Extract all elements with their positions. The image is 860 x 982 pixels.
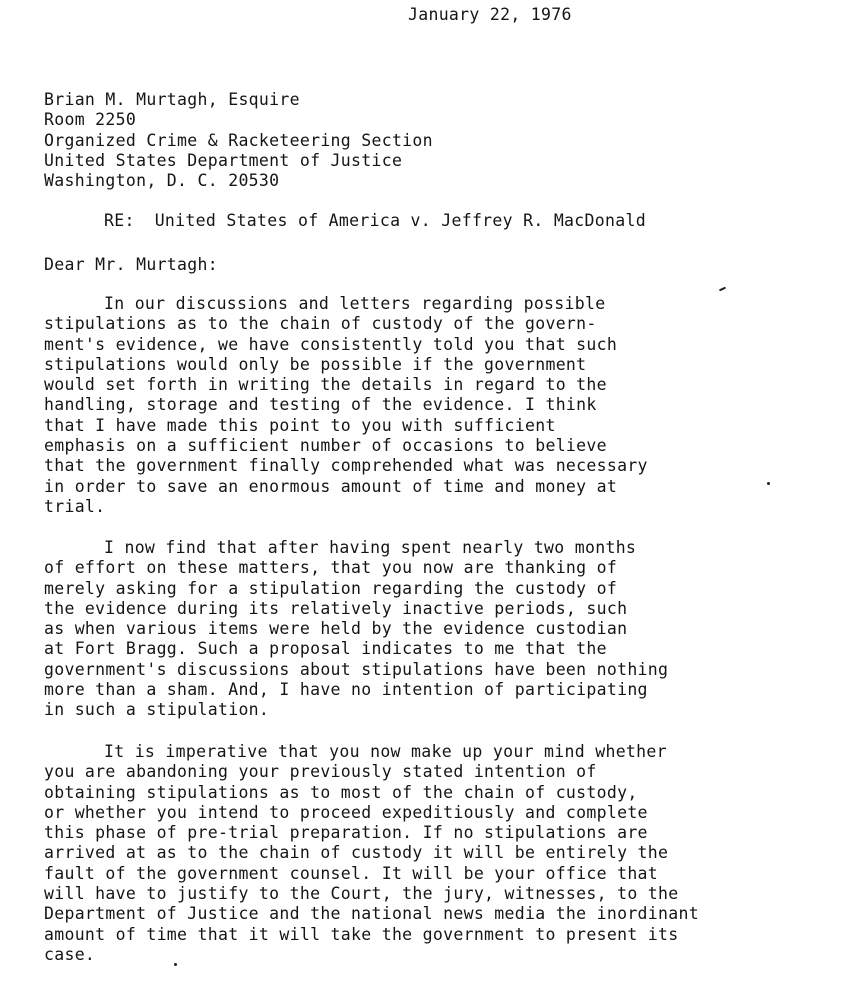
address-line: Organized Crime & Racketeering Section: [44, 130, 433, 150]
re-line: [104, 211, 646, 231]
address-line: Brian M. Murtagh, Esquire: [44, 90, 300, 109]
paragraph-line: that I have made this point to you with sufficient: [44, 415, 556, 435]
paragraph-line: you are abandoning your previously stated intention of: [44, 762, 597, 782]
paragraph-line: at Fort Bragg. Such a proposal indicates to me that the: [44, 639, 607, 659]
ink-speck: [174, 963, 177, 966]
address-line: United States Department of Justice: [44, 150, 403, 170]
body-paragraph-2: [44, 538, 668, 721]
re-label: RE:: [104, 211, 135, 230]
ink-speck: [767, 482, 770, 485]
paragraph-line: as when various items were held by the evidence custodian: [44, 619, 628, 639]
recipient-address: [44, 90, 433, 191]
ink-speck: [719, 287, 726, 292]
paragraph-line: would set forth in writing the details in regard to the: [44, 375, 607, 395]
paragraph-line: stipulations would only be possible if the government: [44, 354, 587, 374]
paragraph-line: merely asking for a stipulation regarding the custody of: [44, 578, 618, 598]
paragraph-line: or whether you intend to proceed expeditiously and complete: [44, 802, 648, 822]
paragraph-line: emphasis on a sufficient number of occasions to believe: [44, 436, 607, 456]
paragraph-line: this phase of pre-trial preparation. If no stipulations are: [44, 823, 648, 843]
paragraph-line: in such a stipulation.: [44, 700, 270, 720]
paragraph-line: I now find that after having spent nearly two months: [104, 538, 637, 557]
address-line: Room 2250: [44, 110, 137, 130]
paragraph-line: fault of the government counsel. It will be your office that: [44, 863, 659, 883]
paragraph-line: government's discussions about stipulations have been nothing: [44, 659, 669, 679]
paragraph-line: of effort on these matters, that you now are thanking of: [44, 558, 618, 578]
paragraph-line: trial.: [44, 496, 106, 516]
paragraph-line: will have to justify to the Court, the jury, witnesses, to the: [44, 884, 679, 904]
paragraph-line: handling, storage and testing of the evidence. I think: [44, 395, 597, 415]
case-title: United States of America v. Jeffrey R. MacDonald: [154, 211, 646, 230]
salutation: Dear Mr. Murtagh:: [44, 255, 218, 274]
paragraph-line: case.: [44, 944, 96, 964]
body-paragraph-1: [44, 294, 648, 517]
letter-date: January 22, 1976: [408, 5, 572, 24]
body-paragraph-3: [44, 742, 699, 965]
paragraph-line: the evidence during its relatively inactive periods, such: [44, 598, 628, 618]
paragraph-line: obtaining stipulations as to most of the chain of custody,: [44, 782, 638, 802]
paragraph-line: amount of time that it will take the government to present its: [44, 924, 679, 944]
paragraph-line: in order to save an enormous amount of time and money at: [44, 476, 618, 496]
paragraph-line: that the government finally comprehended what was necessary: [44, 456, 648, 476]
paragraph-line: Department of Justice and the national news media the inordinant: [44, 904, 699, 924]
paragraph-line: arrived at as to the chain of custody it will be entirely the: [44, 843, 669, 863]
paragraph-line: stipulations as to the chain of custody of the govern-: [44, 314, 597, 334]
paragraph-line: It is imperative that you now make up your mind whether: [104, 742, 667, 761]
paragraph-line: more than a sham. And, I have no intention of participating: [44, 680, 648, 700]
paragraph-line: ment's evidence, we have consistently told you that such: [44, 334, 618, 354]
paragraph-line: In our discussions and letters regarding possible: [104, 294, 606, 313]
address-line: Washington, D. C. 20530: [44, 171, 280, 191]
